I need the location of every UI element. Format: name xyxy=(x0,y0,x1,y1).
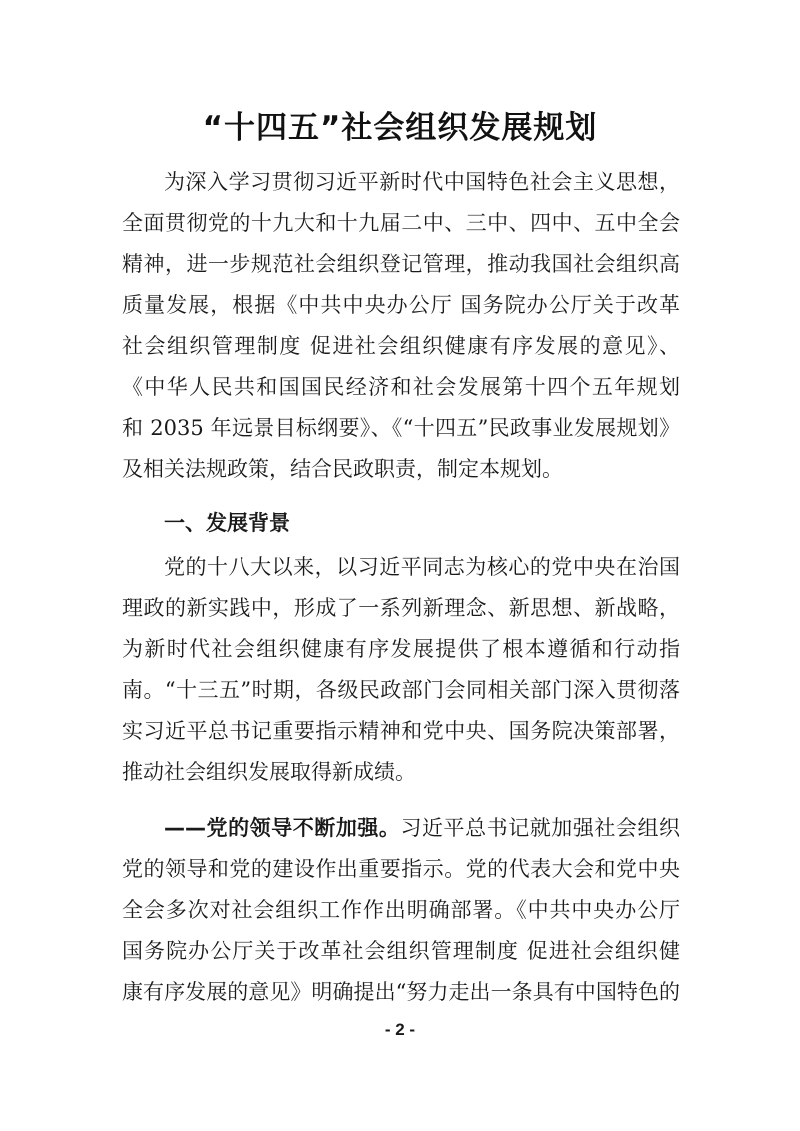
text-line: 及相关法规政策，结合民政职责，制定本规划。 xyxy=(122,457,563,481)
document-title: “十四五”社会组织发展规划 xyxy=(202,110,598,146)
text-line: 实习近平总书记重要指示精神和党中央、国务院决策部署， xyxy=(122,719,680,743)
text-line: 为新时代社会组织健康有序发展提供了根本遵循和行动指 xyxy=(122,637,680,661)
text-line: 康有序发展的意见》明确提出“努力走出一条具有中国特色的 xyxy=(122,980,680,1004)
text-line: 党的领导和党的建设作出重要指示。党的代表大会和党中央 xyxy=(122,857,680,881)
bold-lead-phrase: ——党的领导不断加强。 xyxy=(164,816,401,840)
text-line: 质量发展，根据《中共中央办公厅 国务院办公厅关于改革 xyxy=(122,293,680,317)
text-line: 全面贯彻党的十九大和十九届二中、三中、四中、五中全会 xyxy=(122,211,680,235)
text-line: 社会组织管理制度 促进社会组织健康有序发展的意见》、 xyxy=(122,334,680,358)
page-number: - 2 - xyxy=(384,1020,416,1039)
leadership-paragraph xyxy=(122,808,680,1013)
text-line: 为深入学习贯彻习近平新时代中国特色社会主义思想， xyxy=(164,170,680,194)
text-line: 《中华人民共和国国民经济和社会发展第十四个五年规划 xyxy=(122,375,680,399)
text-line: 党的十八大以来，以习近平同志为核心的党中央在治国 xyxy=(164,555,680,579)
text-line: 南。“十三五”时期，各级民政部门会同相关部门深入贯彻落 xyxy=(122,678,680,702)
section-heading: 一、发展背景 xyxy=(164,511,290,535)
background-paragraph xyxy=(122,547,680,793)
text-line: 理政的新实践中，形成了一系列新理念、新思想、新战略， xyxy=(122,596,680,620)
text-line xyxy=(122,808,680,849)
text-fragment: 习近平总书记就加强社会组织 xyxy=(400,816,680,840)
intro-paragraph xyxy=(122,162,680,490)
text-line: 全会多次对社会组织工作作出明确部署。《中共中央办公厅 xyxy=(122,898,680,922)
text-line: 推动社会组织发展取得新成绩。 xyxy=(122,760,416,784)
text-line: 和 2035 年远景目标纲要》、《“十四五”民政事业发展规划》 xyxy=(122,416,680,440)
text-line: 国务院办公厅关于改革社会组织管理制度 促进社会组织健 xyxy=(122,939,680,963)
text-line: 精神，进一步规范社会组织登记管理，推动我国社会组织高 xyxy=(122,252,680,276)
